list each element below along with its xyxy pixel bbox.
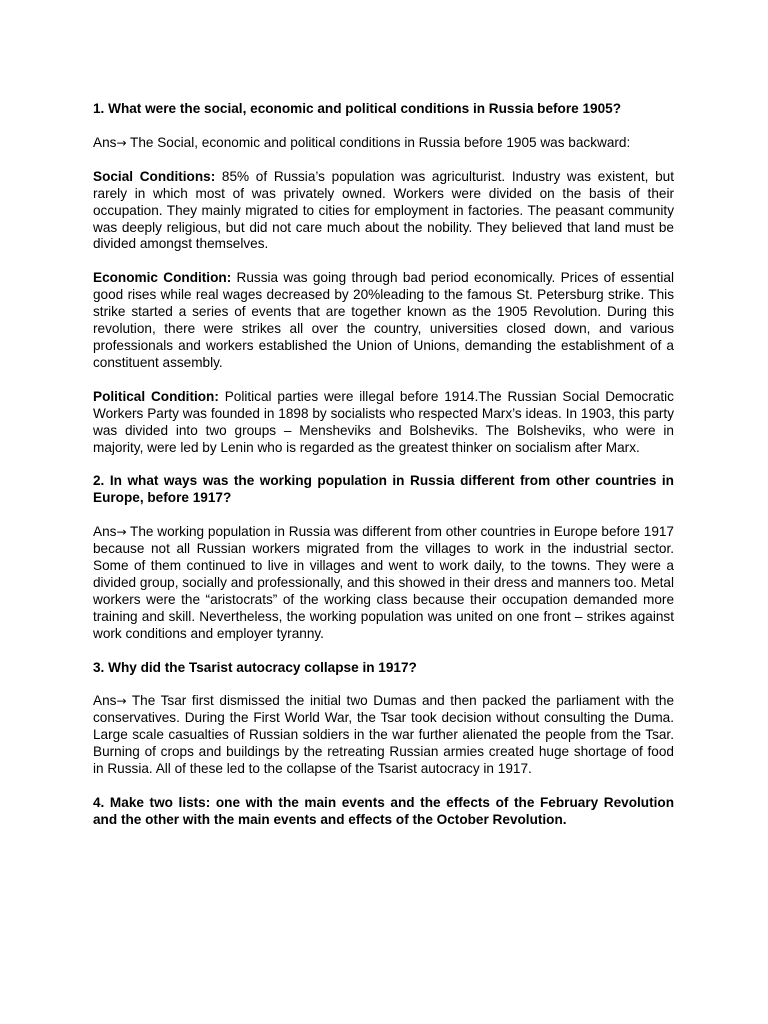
social-conditions-label: Social Conditions: (93, 168, 216, 184)
ans-prefix: Ans (93, 693, 117, 709)
political-condition-paragraph (93, 389, 674, 457)
political-condition-label: Political Condition: (93, 388, 219, 404)
question-4: 4. Make two lists: one with the main events and the effects of the February Revolution and the other with the main events and effects of the October Revolution. (93, 795, 674, 827)
answer-1-text: The Social, economic and political conditions in Russia before 1905 was backward: (126, 134, 631, 150)
answer-1 (93, 135, 674, 152)
social-conditions-text: 85% of Russia’s population was agriculturist. Industry was existent, but rarely in which most of was privately owned. Workers were divided on the basis of their occupation. They mainly migrated to cities for employment in factories. The peasant community was deeply religious, but did not care much about the nobility. They believed that land must be divided amongst themselves. (93, 168, 674, 252)
ans-prefix: Ans (93, 134, 117, 150)
economic-condition-paragraph (93, 270, 674, 371)
question-1: 1. What were the social, economic and political conditions in Russia before 1905? (93, 101, 622, 116)
social-conditions-paragraph (93, 169, 674, 254)
economic-condition-label: Economic Condition: (93, 270, 232, 286)
answer-3-text: The Tsar first dismissed the initial two Dumas and then packed the parliament with the conservatives. During the First World War, the Tsar took decision without consulting the Duma. Large scale casualties of Russian soldiers in the war further alienated the people from the Tsar. Burning of crops and buildings by the retreating Russian armies created huge shortage of food in Russia. All of these led to the collapse of the Tsarist autocracy in 1917. (93, 693, 674, 777)
ans-prefix: Ans (93, 524, 117, 540)
question-2: 2. In what ways was the working population in Russia different from other countries in Europe, before 1917? (93, 473, 674, 506)
answer-2-text: The working population in Russia was different from other countries in Europe before 1917 because not all Russian workers migrated from the villages to work in the industrial sector. Some of them continued to live in villages and went to work daily, to the towns. They were a divided group, socially and professionally, and this showed in their dress and manners too. Metal workers were the “aristocrats” of the working class because their occupation demanded more training and skill. Nevertheless, the working population was united on one front – strikes against work conditions and employer tyranny. (93, 524, 674, 641)
question-3: 3. Why did the Tsarist autocracy collapse in 1917? (93, 659, 417, 675)
document-page (93, 101, 674, 846)
arrow-right-icon: → (116, 135, 127, 150)
political-condition-text: Political parties were illegal before 1914.The Russian Social Democratic Workers Party was founded in 1898 by socialists who respected Marx’s ideas. In 1903, this party was divided into two groups – Mensheviks and Bolsheviks. The Bolsheviks, who were in majority, were led by Lenin who is regarded as the greatest thinker on socialism after Marx. (93, 388, 674, 455)
economic-condition-text: Russia was going through bad period economically. Prices of essential good rises while real wages decreased by 20%leading to the famous St. Petersburg strike. This strike started a series of events that are together known as the 1905 Revolution. During this revolution, there were strikes all over the country, universities closed down, and various professionals and workers established the Union of Unions, demanding the establishment of a constituent assembly. (93, 270, 674, 370)
arrow-right-icon: → (116, 694, 127, 709)
answer-3 (93, 693, 674, 778)
arrow-right-icon: → (116, 525, 127, 540)
answer-2 (93, 524, 674, 642)
